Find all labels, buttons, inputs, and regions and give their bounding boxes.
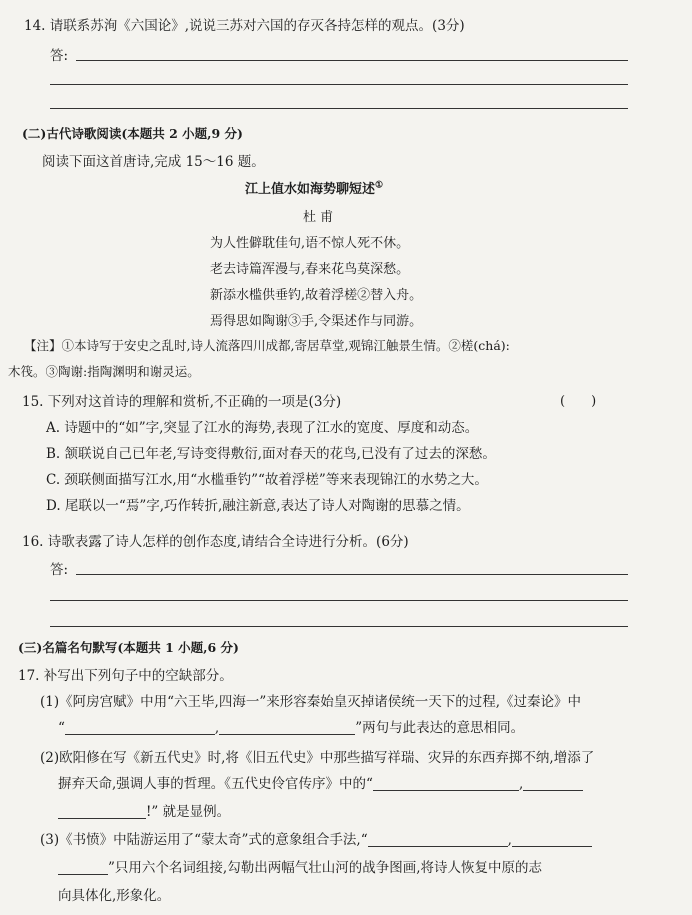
q14-text: 14. 请联系苏洵《六国论》,说说三苏对六国的存灭各持怎样的观点。(3分) [24,18,465,34]
q17-p3-comma: , [507,832,512,848]
section2-title: (二)古代诗歌阅读(本题共 2 小题,9 分) [22,126,243,141]
q16-answer-label: 答: [50,562,69,578]
q15-option-c: C. 颈联侧面描写江水,用“水槛垂钓”“故着浮槎”等来表现锦江的水势之大。 [46,472,488,488]
q17-p1-comma: , [214,720,220,736]
q17-text: 17. 补写出下列句子中的空缺部分。 [18,668,233,684]
q17-p2-line3 [58,800,230,820]
q17-p2-line1: (2)欧阳修在写《新五代史》时,将《旧五代史》中那些描写祥瑞、灾异的东西弃掷不纳,增添了 [40,750,595,766]
poem-title-text: 江上值水如海势聊短述 [245,182,376,197]
note-line-2: 木筏。③陶谢:指陶渊明和谢灵运。 [8,364,200,379]
q17-blank-2[interactable] [219,720,355,735]
q17-p2-lead: 摒弃天命,强调人事的哲理。《五代史伶官传序》中的“ [58,776,373,792]
q15-option-a: A. 诗题中的“如”字,突显了江水的海势,表现了江水的宽度、厚度和动态。 [46,420,479,436]
poem-line-4: 焉得思如陶谢③手,令渠述作与同游。 [210,314,423,329]
q15-text: 15. 下列对这首诗的理解和赏析,不正确的一项是(3分) [22,394,342,410]
q14-answer-line-3[interactable] [50,108,628,109]
poem-line-1: 为人性僻耽佳句,语不惊人死不休。 [210,236,410,251]
section2-instruction: 阅读下面这首唐诗,完成 15～16 题。 [42,154,265,170]
q17-p1-open-quote: “ [58,720,65,736]
poem-title [245,178,383,197]
poem-author: 杜 甫 [303,210,334,225]
q17-p1-tail: ”两句与此表达的意思相同。 [355,720,525,736]
q17-blank-4b[interactable] [58,804,146,819]
q16-answer-line-2[interactable] [50,600,628,601]
q15-option-b: B. 颔联说自己已年老,写诗变得敷衍,面对春天的花鸟,已没有了过去的深愁。 [46,446,496,462]
q17-blank-6b[interactable] [58,860,108,875]
q17-blank-4a[interactable] [523,776,583,791]
q17-p3-lead: (3)《书愤》中陆游运用了“蒙太奇”式的意象组合手法,“ [40,832,368,848]
q14-answer-line-2[interactable] [50,84,628,85]
q17-p3-tail: ”只用六个名词组接,勾勒出两幅气壮山河的战争图画,将诗人恢复中原的志 [108,860,542,876]
q16-text: 16. 诗歌表露了诗人怎样的创作态度,请结合全诗进行分析。(6分) [22,534,409,550]
section3-title: (三)名篇名句默写(本题共 1 小题,6 分) [18,640,239,655]
q17-p1-line1: (1)《阿房宫赋》中用“六王毕,四海一”来形容秦始皇灭掉诸侯统一天下的过程,《过秦论》中 [40,694,582,710]
q15-option-d: D. 尾联以一“焉”字,巧作转折,融注新意,表达了诗人对陶谢的思慕之情。 [46,498,470,514]
q17-blank-6a[interactable] [512,832,592,847]
q17-p2-comma: , [518,776,524,792]
q16-answer-line-1[interactable] [76,574,628,575]
q16-answer-line-3[interactable] [50,626,628,627]
q17-p3-line2 [58,856,542,876]
note-line-1: 【注】①本诗写于安史之乱时,诗人流落四川成都,寄居草堂,观锦江触景生情。②槎(chá): [24,338,510,353]
q17-p3-line1 [40,828,592,848]
q14-answer-line-1[interactable] [76,60,628,61]
q17-blank-5[interactable] [368,832,508,847]
poem-title-note: ① [375,180,384,191]
q15-answer-paren[interactable]: ( ) [560,394,597,409]
q14-answer-label: 答: [50,48,69,64]
q17-p2-tail: !” 就是显例。 [146,804,231,820]
q17-blank-1[interactable] [65,720,215,735]
poem-line-3: 新添水槛供垂钓,故着浮槎②替入舟。 [210,288,423,303]
q17-blank-3[interactable] [373,776,519,791]
q17-p3-line3: 向具体化,形象化。 [58,888,171,904]
q17-p2-line2 [58,772,583,792]
q17-p1-line2 [58,716,524,736]
poem-line-2: 老去诗篇浑漫与,春来花鸟莫深愁。 [210,262,410,277]
